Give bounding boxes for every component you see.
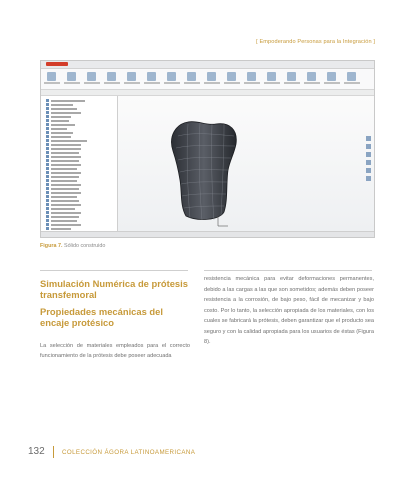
feature-tree-icon: [46, 143, 49, 146]
feature-tree-icon: [46, 107, 49, 110]
toolbar-label: [244, 82, 260, 84]
feature-tree-icon: [46, 187, 49, 190]
feature-tree-icon: [46, 199, 49, 202]
column-rule-left: [40, 270, 188, 271]
toolbar-icon: [247, 72, 256, 81]
toolbar-label: [144, 82, 160, 84]
subsection-heading: Propiedades mecánicas del encaje protésico: [40, 306, 163, 328]
feature-tree-label: [51, 132, 73, 134]
toolbar-label: [84, 82, 100, 84]
feature-tree-icon: [46, 163, 49, 166]
header-title: Empoderando Personas para la Integración: [259, 39, 372, 45]
toolbar-icon: [87, 72, 96, 81]
feature-tree-label: [51, 160, 79, 162]
feature-tree-label: [51, 208, 75, 210]
toolbar-icon: [207, 72, 216, 81]
feature-tree-label: [51, 196, 77, 198]
toolbar-icon: [67, 72, 76, 81]
right-paragraph: resistencia mecánica para evitar deformaciones permanentes, debido a las cargas a las que son sometidos; además deben poseer resistencia a la corrosión, de bajo peso, fácil de mecanizar y bajo costo. Por lo tanto, la selección apropiada de los materiales, con los cuales se fabricará la prótesis, deben garantizar que el producto sea seguro y con la calidad apropiada para los usuarios de éstas (Figura 8).: [204, 276, 374, 345]
feature-tree-icon: [46, 207, 49, 210]
header-bracket-right: ]: [373, 39, 375, 45]
feature-tree-panel: [41, 96, 118, 232]
feature-tree-icon: [46, 99, 49, 102]
feature-tree-label: [51, 104, 73, 106]
toolbar-label: [324, 82, 340, 84]
feature-tree-label: [51, 220, 77, 222]
feature-tree-label: [51, 216, 79, 218]
toolbar-label: [204, 82, 220, 84]
feature-tree-label: [51, 136, 71, 138]
feature-tree-label: [51, 180, 77, 182]
feature-tree-label: [51, 144, 81, 146]
figure-caption: [40, 243, 105, 249]
feature-tree-label: [51, 124, 75, 126]
feature-tree-icon: [46, 223, 49, 226]
footer-divider: [53, 446, 54, 458]
feature-tree-icon: [46, 179, 49, 182]
figure-label: Figura 7.: [40, 243, 63, 249]
toolbar-label: [44, 82, 60, 84]
feature-tree-label: [51, 176, 79, 178]
feature-tree-icon: [46, 135, 49, 138]
toolbar-label: [184, 82, 200, 84]
feature-tree-label: [51, 204, 81, 206]
feature-tree-icon: [46, 167, 49, 170]
feature-tree-icon: [46, 175, 49, 178]
toolbar-label: [284, 82, 300, 84]
toolbar-label: [344, 82, 360, 84]
toolbar-icon: [47, 72, 56, 81]
feature-tree-icon: [46, 151, 49, 154]
toolbar-label: [224, 82, 240, 84]
feature-tree-icon: [46, 195, 49, 198]
feature-tree-label: [51, 112, 81, 114]
prosthetic-socket-model: [118, 96, 374, 232]
feature-tree-icon: [46, 119, 49, 122]
model-viewport: [118, 96, 374, 232]
toolbar-label: [104, 82, 120, 84]
toolbar-label: [164, 82, 180, 84]
feature-tree-icon: [46, 191, 49, 194]
feature-tree-icon: [46, 139, 49, 142]
feature-tree-icon: [46, 215, 49, 218]
feature-tree-label: [51, 212, 81, 214]
feature-tree-label: [51, 128, 67, 130]
feature-tree-label: [51, 224, 81, 226]
feature-tree-icon: [46, 111, 49, 114]
feature-tree-icon: [46, 155, 49, 158]
feature-tree-icon: [46, 115, 49, 118]
feature-tree-icon: [46, 219, 49, 222]
toolbar-icon: [267, 72, 276, 81]
feature-tree-icon: [46, 103, 49, 106]
collection-name: COLECCIÓN ÁGORA LATINOAMERICANA: [62, 449, 196, 456]
toolbar-icon: [167, 72, 176, 81]
toolbar-label: [124, 82, 140, 84]
feature-tree-icon: [46, 123, 49, 126]
feature-tree-label: [51, 148, 81, 150]
header-bracket-left: [: [256, 39, 258, 45]
feature-tree-icon: [46, 147, 49, 150]
toolbar-label: [264, 82, 280, 84]
figure-caption-text: Sólido construido: [63, 243, 106, 249]
feature-tree-label: [51, 172, 81, 174]
feature-tree-label: [51, 116, 71, 118]
feature-tree-label: [51, 184, 81, 186]
toolbar-icon: [107, 72, 116, 81]
feature-tree-icon: [46, 131, 49, 134]
feature-tree-label: [51, 228, 71, 230]
solidworks-screenshot-figure: [40, 60, 375, 238]
feature-tree-icon: [46, 203, 49, 206]
status-bar: [41, 231, 374, 237]
toolbar-label: [304, 82, 320, 84]
feature-tree-label: [51, 164, 81, 166]
feature-tree-icon: [46, 159, 49, 162]
running-header: [256, 39, 375, 45]
feature-tree-icon: [46, 227, 49, 230]
feature-tree-icon: [46, 171, 49, 174]
toolbar-icon: [227, 72, 236, 81]
ribbon-toolbar: [41, 69, 374, 90]
feature-tree-label: [51, 192, 81, 194]
feature-tree-label: [51, 152, 79, 154]
feature-tree-label: [51, 140, 87, 142]
feature-tree-label: [51, 120, 69, 122]
page-number: 132: [28, 446, 45, 457]
feature-tree-icon: [46, 183, 49, 186]
toolbar-label: [64, 82, 80, 84]
toolbar-icon: [307, 72, 316, 81]
feature-tree-icon: [46, 127, 49, 130]
toolbar-icon: [147, 72, 156, 81]
toolbar-icon: [347, 72, 356, 81]
left-paragraph: La selección de materiales empleados para el correcto funcionamiento de la prótesis debe poseer adecuada: [40, 343, 190, 359]
feature-tree-label: [51, 100, 85, 102]
toolbar-icon: [187, 72, 196, 81]
section-heading: Simulación Numérica de prótesis transfemoral: [40, 278, 188, 300]
solidworks-logo-icon: [46, 62, 68, 66]
feature-tree-label: [51, 168, 77, 170]
toolbar-icon: [287, 72, 296, 81]
toolbar-icon: [127, 72, 136, 81]
task-pane-icon: [366, 136, 372, 196]
column-rule-right: [204, 270, 372, 271]
toolbar-icon: [327, 72, 336, 81]
app-titlebar: [41, 61, 374, 69]
feature-tree-icon: [46, 211, 49, 214]
feature-tree-label: [51, 188, 79, 190]
feature-tree-label: [51, 108, 77, 110]
feature-tree-label: [51, 156, 81, 158]
feature-tree-label: [51, 200, 79, 202]
